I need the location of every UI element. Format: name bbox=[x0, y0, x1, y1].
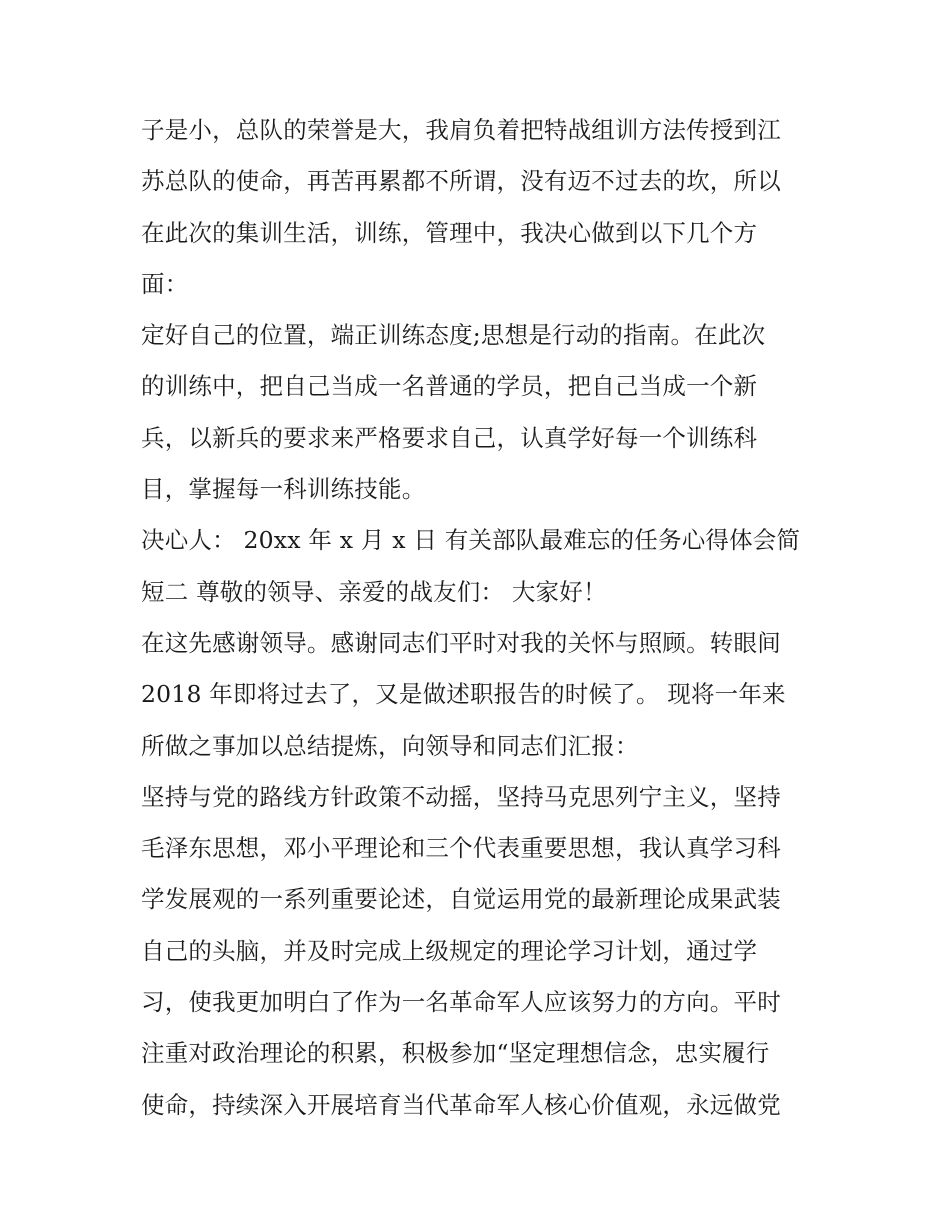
text-line: 在这先感谢领导。感谢同志们平时对我的关怀与照顾。转眼间 bbox=[141, 628, 781, 657]
text-line: 决心人： 20xx 年 x 月 x 日 有关部队最难忘的任务心得体会简 bbox=[141, 526, 801, 555]
text-line: 的训练中，把自己当成一名普通的学员，把自己当成一个新 bbox=[141, 372, 758, 401]
text-line: 所做之事加以总结提炼，向领导和同志们汇报： bbox=[141, 731, 639, 760]
text-line: 子是小，总队的荣誉是大，我肩负着把特战组训方法传授到江 bbox=[141, 116, 781, 144]
text-line: 学发展观的一系列重要论述，自觉运用党的最新理论成果武装 bbox=[141, 885, 781, 914]
document-body bbox=[141, 105, 821, 1131]
text-line: 习，使我更加明白了作为一名革命军人应该努力的方向。平时 bbox=[141, 988, 781, 1017]
text-line: 在此次的集训生活，训练，管理中，我决心做到以下几个方 bbox=[141, 218, 758, 247]
text-line: 面： bbox=[141, 269, 189, 298]
text-line: 目，掌握每一科训练技能。 bbox=[141, 475, 426, 504]
text-line: 兵，以新兵的要求来严格要求自己，认真学好每一个训练科 bbox=[141, 423, 758, 452]
text-line: 注重对政治理论的积累，积极参加“坚定理想信念，忠实履行 bbox=[141, 1039, 770, 1068]
text-line: 2018 年即将过去了，又是做述职报告的时候了。 现将一年来 bbox=[141, 680, 786, 709]
text-line: 自己的头脑，并及时完成上级规定的理论学习计划，通过学 bbox=[141, 936, 758, 965]
text-line: 毛泽东思想，邓小平理论和三个代表重要思想，我认真学习科 bbox=[141, 834, 781, 863]
text-line: 使命，持续深入开展培育当代革命军人核心价值观，永远做党 bbox=[141, 1090, 781, 1119]
text-line: 坚持与党的路线方针政策不动摇，坚持马克思列宁主义，坚持 bbox=[141, 782, 781, 811]
text-line: 苏总队的使命，再苦再累都不所谓，没有迈不过去的坎，所以 bbox=[141, 167, 781, 196]
text-line: 定好自己的位置，端正训练态度;思想是行动的指南。在此次 bbox=[141, 321, 766, 350]
text-line: 短二 尊敬的领导、亲爱的战友们： 大家好！ bbox=[141, 577, 607, 606]
